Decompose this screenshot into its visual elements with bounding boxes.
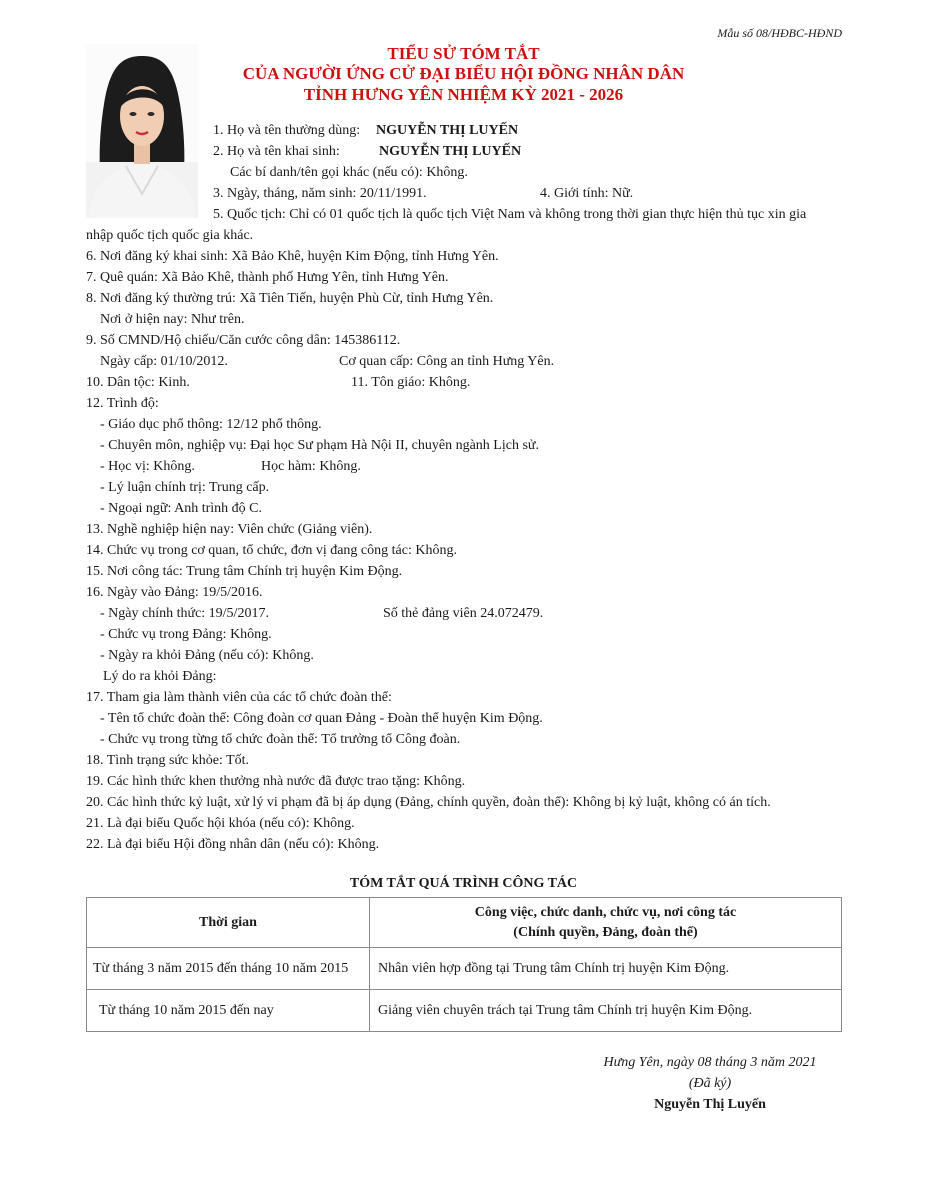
current-residence: Nơi ở hiện nay: Như trên. [100, 312, 245, 327]
organization-name: - Tên tổ chức đoàn thể: Công đoàn cơ quan Đảng - Đoàn thể huyện Kim Động. [100, 711, 543, 726]
table-row [87, 990, 842, 1032]
organization-position: - Chức vụ trong từng tổ chức đoàn thể: Tổ trưởng tổ Công đoàn. [100, 732, 461, 747]
document-subtitle: CỦA NGƯỜI ỨNG CỬ ĐẠI BIỂU HỘI ĐỒNG NHÂN DÂN [242, 64, 685, 83]
education-heading: 12. Trình độ: [86, 396, 159, 411]
form-code: Mẫu số 08/HĐBC-HĐND [717, 26, 842, 40]
row-work: Giảng viên chuyên trách tại Trung tâm Chính trị huyện Kim Động. [370, 990, 842, 1032]
row-time: Từ tháng 10 năm 2015 đến nay [87, 990, 370, 1032]
occupation: 13. Nghề nghiệp hiện nay: Viên chức (Giảng viên). [86, 522, 373, 537]
id-issuer: Cơ quan cấp: Công an tỉnh Hưng Yên. [339, 354, 555, 369]
academic-degree: - Học vị: Không. [100, 459, 195, 474]
permanent-residence: 8. Nơi đăng ký thường trú: Xã Tiên Tiến, huyện Phù Cừ, tỉnh Hưng Yên. [86, 291, 494, 306]
signer-name: Nguyễn Thị Luyến [654, 1097, 766, 1112]
birth-name-label: 2. Họ và tên khai sinh: [213, 144, 340, 159]
birth-registration: 6. Nơi đăng ký khai sinh: Xã Bảo Khê, huyện Kim Động, tỉnh Hưng Yên. [86, 249, 499, 264]
religion: 11. Tôn giáo: Không. [351, 375, 471, 390]
id-issue-date: Ngày cấp: 01/10/2012. [100, 354, 228, 369]
work-history-title: TÓM TẮT QUÁ TRÌNH CÔNG TÁC [349, 876, 578, 891]
party-official-date: - Ngày chính thức: 19/5/2017. [100, 606, 269, 621]
peoples-council: 22. Là đại biểu Hội đồng nhân dân (nếu có): Không. [86, 837, 380, 852]
signature-status: (Đã ký) [688, 1076, 732, 1091]
document-term: TỈNH HƯNG YÊN NHIỆM KỲ 2021 - 2026 [303, 85, 624, 104]
row-time: Từ tháng 3 năm 2015 đến tháng 10 năm 2015 [87, 948, 370, 990]
column-header-work-line1: Công việc, chức danh, chức vụ, nơi công tác [474, 904, 737, 920]
signature-place-date: Hưng Yên, ngày 08 tháng 3 năm 2021 [603, 1055, 817, 1070]
party-card-number: Số thẻ đảng viên 24.072479. [383, 606, 544, 621]
column-header-work-line2: (Chính quyền, Đảng, đoàn thể) [513, 924, 698, 940]
foreign-language: - Ngoại ngữ: Anh trình độ C. [100, 501, 262, 516]
general-education: - Giáo dục phổ thông: 12/12 phổ thông. [100, 417, 322, 432]
position: 14. Chức vụ trong cơ quan, tổ chức, đơn vị đang công tác: Không. [86, 543, 457, 558]
gender: 4. Giới tính: Nữ. [540, 186, 634, 201]
health-status: 18. Tình trạng sức khỏe: Tốt. [86, 753, 249, 768]
table-header-row [87, 898, 842, 948]
academic-title: Học hàm: Không. [261, 459, 361, 474]
workplace: 15. Nơi công tác: Trung tâm Chính trị huyện Kim Động. [86, 564, 403, 579]
birth-name-value: NGUYỄN THỊ LUYẾN [379, 144, 522, 159]
table-row [87, 948, 842, 990]
document-title: TIỂU SỬ TÓM TẮT [387, 44, 540, 63]
political-theory: - Lý luận chính trị: Trung cấp. [100, 480, 270, 495]
ethnicity: 10. Dân tộc: Kinh. [86, 375, 190, 390]
aliases: Các bí danh/tên gọi khác (nếu có): Không. [230, 165, 468, 180]
hometown: 7. Quê quán: Xã Bảo Khê, thành phố Hưng Yên, tỉnh Hưng Yên. [86, 270, 449, 285]
column-header-time: Thời gian [87, 898, 370, 948]
awards: 19. Các hình thức khen thưởng nhà nước đã được trao tặng: Không. [86, 774, 466, 789]
row-work: Nhân viên hợp đồng tại Trung tâm Chính trị huyện Kim Động. [370, 948, 842, 990]
organizations-heading: 17. Tham gia làm thành viên của các tổ chức đoàn thể: [86, 690, 392, 705]
party-leave-date: - Ngày ra khỏi Đảng (nếu có): Không. [100, 648, 314, 663]
party-join-date: 16. Ngày vào Đảng: 19/5/2016. [86, 585, 263, 600]
specialization: - Chuyên môn, nghiệp vụ: Đại học Sư phạm Hà Nội II, chuyên ngành Lịch sử. [100, 438, 539, 453]
nationality-line1: 5. Quốc tịch: Chỉ có 01 quốc tịch là quốc tịch Việt Nam và không trong thời gian thực hiện thủ tục xin gia [213, 207, 807, 222]
disciplinary: 20. Các hình thức kỷ luật, xử lý vi phạm đã bị áp dụng (Đảng, chính quyền, đoàn thể): Không bị kỷ luật, không có án tích. [86, 795, 771, 810]
work-history-table [86, 897, 842, 1032]
nationality-line2: nhập quốc tịch quốc gia khác. [86, 228, 254, 243]
column-header-work [370, 898, 842, 948]
date-of-birth: 3. Ngày, tháng, năm sinh: 20/11/1991. [213, 186, 427, 201]
party-position: - Chức vụ trong Đảng: Không. [100, 627, 272, 642]
full-name-label: 1. Họ và tên thường dùng: [213, 123, 361, 138]
party-leave-reason: Lý do ra khỏi Đảng: [103, 669, 217, 684]
national-assembly: 21. Là đại biểu Quốc hội khóa (nếu có): Không. [86, 816, 355, 831]
id-number: 9. Số CMND/Hộ chiếu/Căn cước công dân: 145386112. [86, 333, 401, 348]
candidate-photo [86, 44, 198, 218]
full-name-value: NGUYỄN THỊ LUYẾN [376, 123, 519, 138]
